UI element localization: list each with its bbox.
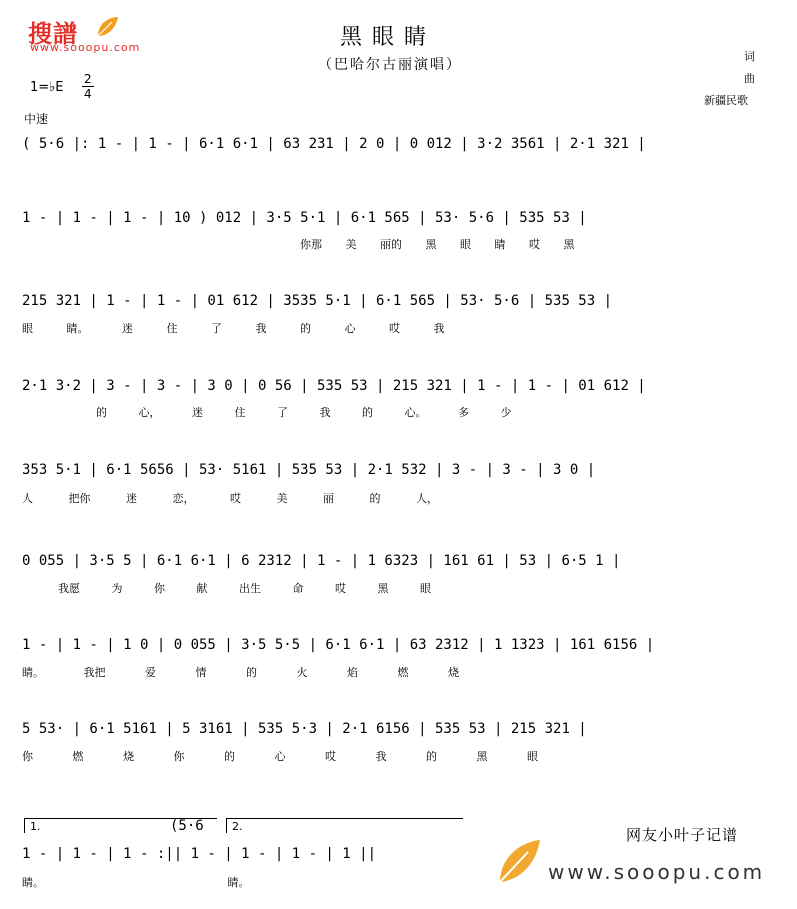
time-sig-bottom: 4: [84, 87, 92, 101]
transcriber-credit: 网友小叶子记谱: [626, 826, 739, 844]
score-line-2: 1 - | 1 - | 1 - | 10 ) 012 | 3·5 5·1 | 6·1 565 | 53· 5·6 | 535 53 |: [22, 210, 587, 226]
time-sig-top: 2: [84, 72, 92, 86]
volta-second-bracket: [226, 818, 463, 833]
credit-lyrics: 词: [744, 50, 755, 63]
score-line-5: 353 5·1 | 6·1 5656 | 53· 5161 | 535 53 | 2·1 532 | 3 - | 3 - | 3 0 |: [22, 462, 596, 478]
lyrics-line-2: 你那 美 丽的 黑 眼 睛 哎 黑: [300, 238, 575, 251]
leaf-watermark-icon: [494, 836, 544, 888]
lyrics-line-6: 我愿 为 你 献 出生 命 哎 黑 眼: [58, 582, 431, 595]
lyrics-line-8: 你 燃 烧 你 的 心 哎 我 的 黑 眼: [22, 750, 538, 763]
score-line-7: 1 - | 1 - | 1 0 | 0 055 | 3·5 5·5 | 6·1 6·1 | 63 2312 | 1 1323 | 161 6156 |: [22, 637, 655, 653]
site-logo-url: www.sooopu.com: [30, 41, 141, 54]
volta-first-end: (5·6: [170, 818, 204, 834]
score-line-3: 215 321 | 1 - | 1 - | 01 612 | 3535 5·1 | 6·1 565 | 53· 5·6 | 535 53 |: [22, 293, 613, 309]
lyrics-line-4: 的 心， 迷 住 了 我 的 心。 多 少: [96, 406, 512, 419]
lyrics-line-3: 眼 睛。 迷 住 了 我 的 心 哎 我: [22, 322, 445, 335]
lyrics-line-5: 人 把你 迷 恋， 哎 美 丽 的 人，: [22, 492, 438, 505]
volta-first-label: 1.: [30, 820, 41, 833]
leaf-logo-icon: [94, 14, 120, 40]
score-line-4: 2·1 3·2 | 3 - | 3 - | 3 0 | 0 56 | 535 53 | 215 321 | 1 - | 1 - | 01 612 |: [22, 378, 646, 394]
score-line-9: 1 - | 1 - | 1 - :|| 1 - | 1 - | 1 - | 1 ||: [22, 846, 377, 862]
score-line-1: ( 5·6 |: 1 - | 1 - | 6·1 6·1 | 63 231 | 2 0 | 0 012 | 3·2 3561 | 2·1 321 |: [22, 136, 646, 152]
song-subtitle: （巴哈尔古丽演唱）: [318, 57, 462, 73]
score-line-6: 0 055 | 3·5 5 | 6·1 6·1 | 6 2312 | 1 - | 1 6323 | 161 61 | 53 | 6·5 1 |: [22, 553, 621, 569]
lyrics-line-9: 睛。 睛。: [22, 876, 250, 889]
volta-second-label: 2.: [232, 820, 243, 833]
site-logo-text: 搜譜: [28, 20, 78, 48]
credit-music: 曲: [744, 72, 755, 85]
tempo-mark: 中速: [24, 112, 49, 126]
credit-origin: 新疆民歌: [704, 94, 748, 107]
song-title: 黑眼睛: [340, 25, 437, 50]
footer-site-url: www.sooopu.com: [548, 860, 766, 884]
score-line-8: 5 53· | 6·1 5161 | 5 3161 | 535 5·3 | 2·1 6156 | 535 53 | 215 321 |: [22, 721, 587, 737]
key-signature: 1=♭E: [30, 80, 64, 95]
lyrics-line-7: 睛。 我把 爱 情 的 火 焰 燃 烧: [22, 666, 459, 679]
